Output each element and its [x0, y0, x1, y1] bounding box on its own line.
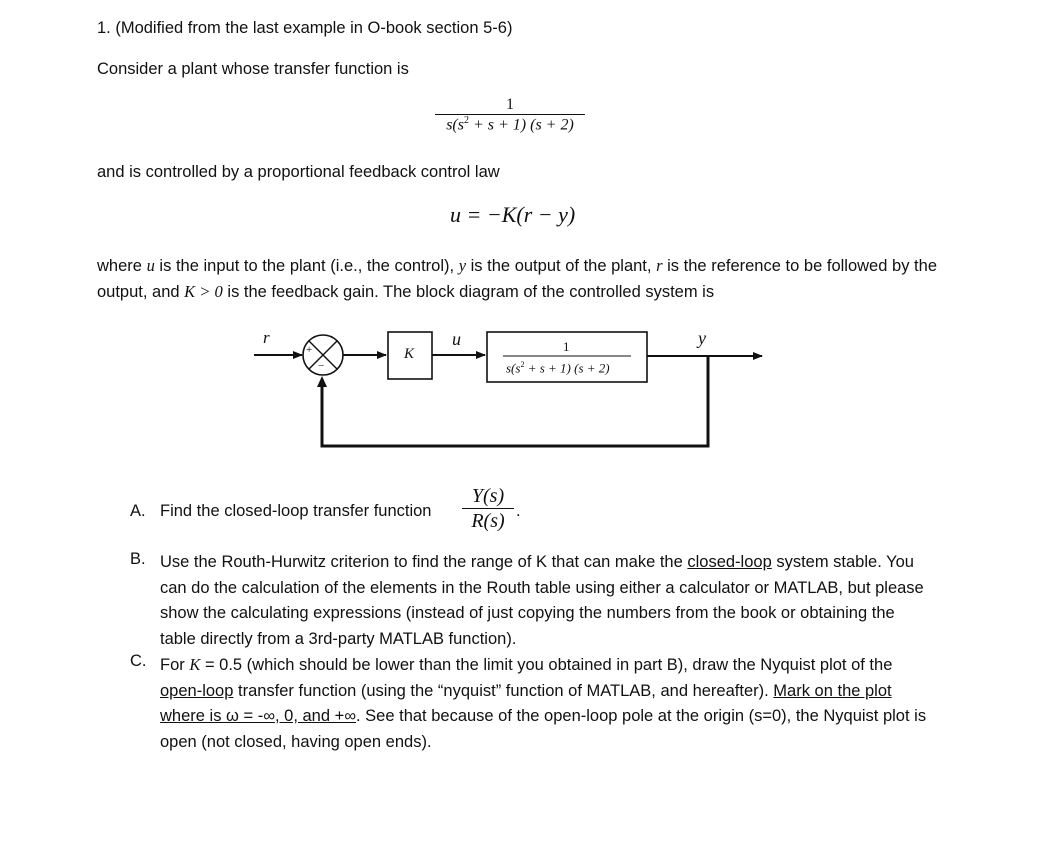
plant-denominator: $s(s^2 + s + 1) (s + 2)$: [446, 115, 574, 134]
item-b-text: Use the Routh-Hurwitz criterion to find the range of K that can make the closed-loop system stable. You can do the calculation of the elements in the Routh table using either a calculator or MATLAB, but please show the calculating expressions (instead of just copying the numbers from the book or obtaining the table directly from a 3rd-party MATLAB function).: [160, 553, 924, 648]
diagram-r-label: r: [263, 328, 270, 347]
closed-loop-denominator: R(s): [471, 510, 505, 532]
question-heading: 1. (Modified from the last example in O-book section 5-6): [97, 19, 513, 37]
control-intro-text: and is controlled by a proportional feedback control law: [97, 163, 500, 181]
minus-sign: −: [318, 360, 325, 372]
feedback-arrowhead: [317, 376, 327, 387]
diagram-plant-numerator: 1: [563, 339, 570, 354]
variables-description: where u is the input to the plant (i.e., the control), y is the output of the plant, r is the reference to be followed by the output, and K > 0 is the feedback gain. The block diagram of the controlled system is: [97, 256, 937, 301]
plant-numerator: 1: [506, 96, 514, 113]
item-a-marker: A.: [130, 502, 146, 520]
closed-loop-fraction: [462, 484, 514, 533]
item-c-marker: C.: [130, 652, 147, 670]
item-a-text: Find the closed-loop transfer function: [160, 502, 432, 520]
plus-sign: +: [306, 344, 313, 356]
diagram-u-label: u: [452, 329, 461, 349]
intro-text: Consider a plant whose transfer function is: [97, 60, 409, 78]
diagram-plant-denominator: $s(s^2 + s + 1) (s + 2)$: [506, 360, 610, 376]
item-a-period: .: [516, 502, 521, 520]
closed-loop-numerator: Y(s): [471, 485, 505, 507]
control-law-equation: u = −K(r − y): [450, 202, 576, 227]
open-loop-underline: open-loop: [160, 681, 234, 700]
diagram-y-label: y: [698, 328, 706, 348]
closed-loop-underline: closed-loop: [687, 553, 772, 571]
item-b-marker: B.: [130, 550, 146, 568]
item-c-text: For K = 0.5 (which should be lower than the limit you obtained in part B), draw the Nyquist plot of the open-loop transfer function (using the “nyquist” function of MATLAB, and hereafter). Mark on the plot where is ω = -∞, 0, and +∞. See that because of the open-loop pole at the origin (s=0), the Nyquist plot is open (not closed, having open ends).: [160, 655, 927, 751]
diagram-k-label: K: [404, 346, 415, 362]
mark-omega-underline: Mark on the plot where is ω = -∞, 0, and +∞: [160, 681, 892, 725]
